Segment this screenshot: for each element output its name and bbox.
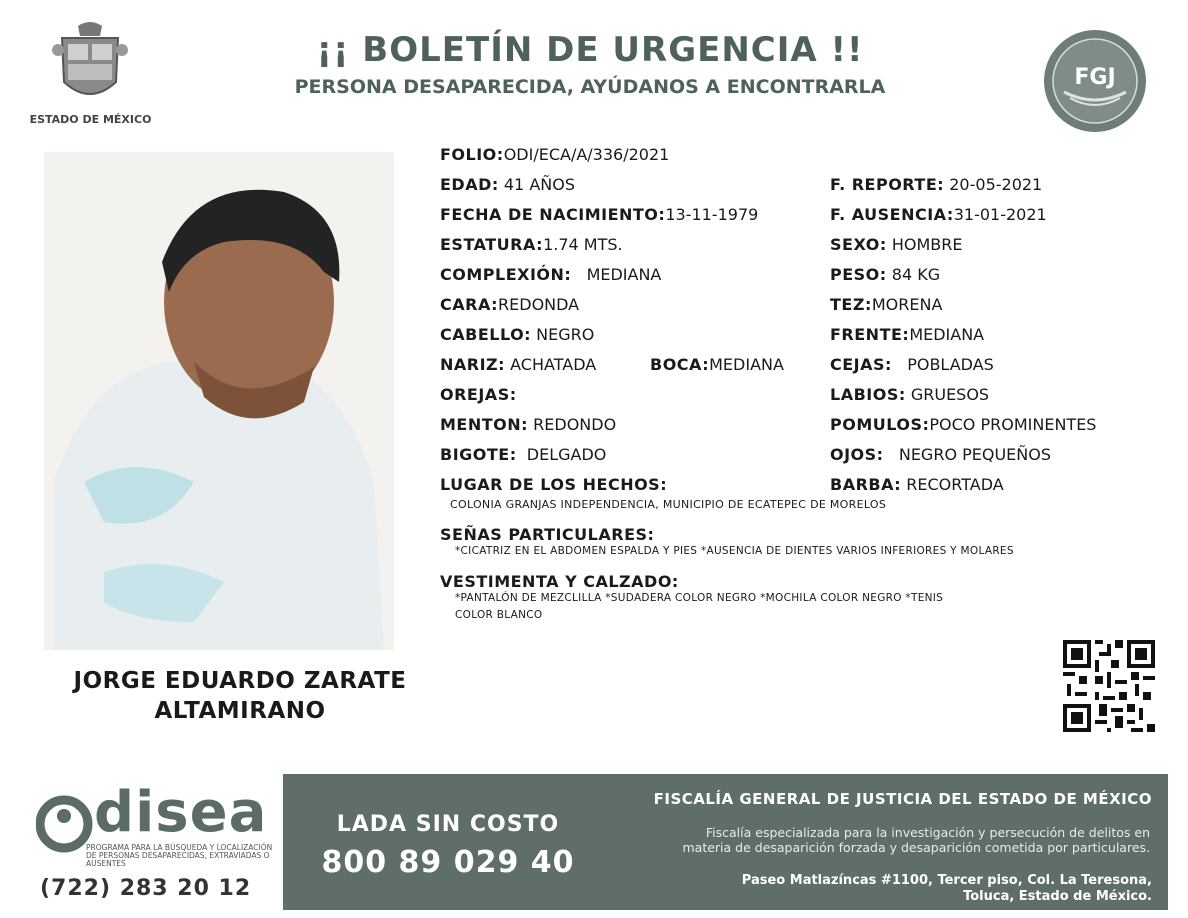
bulletin-subtitle: PERSONA DESAPARECIDA, AYÚDANOS A ENCONTRARLA: [294, 76, 886, 98]
person-name-line1: JORGE EDUARDO ZARATE: [73, 668, 407, 694]
field-tez: [830, 295, 942, 314]
field-folio: [440, 145, 669, 164]
field-peso: [830, 265, 940, 284]
field-barba-label: BARBA:: [830, 475, 902, 494]
field-folio-label: FOLIO:: [440, 145, 504, 164]
vestimenta-label: VESTIMENTA Y CALZADO:: [440, 572, 679, 591]
odisea-tagline-3: AUSENTES: [86, 859, 126, 868]
field-lugar-label: LUGAR DE LOS HECHOS:: [440, 475, 668, 494]
field-tez-label: TEZ:: [830, 295, 872, 314]
field-f-ausencia: [830, 205, 1047, 224]
field-nariz: [440, 355, 596, 374]
field-complexion: [440, 265, 661, 284]
field-bigote-value: DELGADO: [526, 445, 607, 464]
senas-label: SEÑAS PARTICULARES:: [440, 525, 655, 544]
fgj-seal-icon: [1042, 28, 1148, 134]
odisea-tagline-1: PROGRAMA PARA LA BÚSQUEDA Y LOCALIZACIÓN: [86, 843, 273, 852]
field-frente-label: FRENTE:: [830, 325, 910, 344]
fiscalia-desc-line1: Fiscalía especializada para la investigación y persecución de delitos en: [705, 825, 1150, 840]
field-cara-label: CARA:: [440, 295, 499, 314]
field-nariz-value: ACHATADA: [510, 355, 597, 374]
estado-de-mexico-crest-icon: [50, 20, 130, 110]
odisea-tagline: [86, 844, 272, 868]
address-line1: Paseo Matlazíncas #1100, Tercer piso, Col. La Teresona,: [741, 873, 1152, 888]
field-complexion-value: MEDIANA: [586, 265, 662, 284]
field-fecha-nacimiento-label: FECHA DE NACIMIENTO:: [440, 205, 666, 224]
field-boca: [650, 355, 784, 374]
field-sexo-value: HOMBRE: [891, 235, 963, 254]
qr-code-icon[interactable]: [1063, 640, 1155, 732]
field-edad-value: 41 AÑOS: [503, 175, 575, 194]
field-labios-label: LABIOS:: [830, 385, 906, 404]
field-peso-label: PESO:: [830, 265, 887, 284]
field-frente-value: MEDIANA: [909, 325, 985, 344]
field-menton-label: MENTON:: [440, 415, 529, 434]
field-labios-value: GRUESOS: [910, 385, 990, 404]
field-cabello-label: CABELLO:: [440, 325, 532, 344]
field-pomulos-value: POCO PROMINENTES: [929, 415, 1097, 434]
missing-person-photo: [44, 152, 394, 650]
person-name: [40, 666, 440, 726]
field-lugar: [440, 475, 667, 494]
vestimenta-line1: *PANTALÓN DE MEZCLILLA *SUDADERA COLOR NEGRO *MOCHILA COLOR NEGRO *TENIS: [455, 592, 944, 604]
field-f-ausencia-label: F. AUSENCIA:: [830, 205, 954, 224]
senas-value: *CICATRIZ EN EL ABDOMEN ESPALDA Y PIES *AUSENCIA DE DIENTES VARIOS INFERIORES Y MOLARES: [455, 545, 1014, 557]
field-ojos: [830, 445, 1051, 464]
field-edad: [440, 175, 575, 194]
field-nariz-label: NARIZ:: [440, 355, 506, 374]
field-complexion-label: COMPLEXIÓN:: [440, 265, 572, 284]
field-cejas-value: POBLADAS: [907, 355, 994, 374]
address-line2: Toluca, Estado de México.: [963, 889, 1152, 904]
field-cara: [440, 295, 579, 314]
field-orejas: [440, 385, 517, 404]
field-f-reporte: [830, 175, 1042, 194]
vestimenta-line2: COLOR BLANCO: [455, 609, 543, 621]
field-cejas: [830, 355, 994, 374]
field-barba-value: RECORTADA: [906, 475, 1004, 494]
field-estatura-label: ESTATURA:: [440, 235, 544, 254]
field-fecha-nacimiento-value: 13-11-1979: [665, 205, 759, 224]
field-labios: [830, 385, 989, 404]
bulletin-title: ¡¡ BOLETÍN DE URGENCIA !!: [316, 30, 864, 70]
field-cabello: [440, 325, 594, 344]
field-lugar-value: COLONIA GRANJAS INDEPENDENCIA, MUNICIPIO DE ECATEPEC DE MORELOS: [450, 498, 887, 511]
fiscalia-desc-line2: materia de desaparición forzada y desaparición cometida por particulares.: [682, 840, 1150, 855]
field-bigote-label: BIGOTE:: [440, 445, 517, 464]
field-cabello-value: NEGRO: [536, 325, 595, 344]
field-tez-value: MORENA: [871, 295, 943, 314]
odisea-tagline-2: DE PERSONAS DESAPARECIDAS, EXTRAVIADAS O: [86, 851, 270, 860]
svg-text:FGJ: FGJ: [1074, 65, 1116, 90]
lada-phone-number[interactable]: 800 89 029 40: [321, 845, 575, 880]
fiscalia-title: FISCALÍA GENERAL DE JUSTICIA DEL ESTADO DE MÉXICO: [653, 790, 1152, 808]
field-ojos-value: NEGRO PEQUEÑOS: [898, 445, 1052, 464]
field-menton: [440, 415, 616, 434]
field-orejas-label: OREJAS:: [440, 385, 517, 404]
odisea-phone[interactable]: (722) 283 20 12: [40, 876, 252, 901]
field-boca-value: MEDIANA: [709, 355, 784, 374]
field-boca-label: BOCA:: [650, 355, 710, 374]
odisea-wordmark: disea: [94, 780, 268, 845]
field-f-ausencia-value: 31-01-2021: [953, 205, 1047, 224]
field-cejas-label: CEJAS:: [830, 355, 892, 374]
field-fecha-nacimiento: [440, 205, 758, 224]
field-edad-label: EDAD:: [440, 175, 499, 194]
odisea-logo: [36, 780, 276, 868]
estado-de-mexico-label: ESTADO DE MÉXICO: [29, 113, 152, 126]
field-sexo-label: SEXO:: [830, 235, 887, 254]
field-sexo: [830, 235, 962, 254]
field-ojos-label: OJOS:: [830, 445, 884, 464]
lada-sin-costo-label: LADA SIN COSTO: [336, 812, 560, 837]
field-pomulos-label: POMULOS:: [830, 415, 930, 434]
field-f-reporte-value: 20-05-2021: [949, 175, 1043, 194]
field-cara-value: REDONDA: [498, 295, 580, 314]
field-barba: [830, 475, 1004, 494]
field-peso-value: 84 KG: [891, 265, 941, 284]
field-estatura-value: 1.74 MTS.: [543, 235, 623, 254]
field-pomulos: [830, 415, 1096, 434]
field-f-reporte-label: F. REPORTE:: [830, 175, 945, 194]
field-frente: [830, 325, 984, 344]
person-name-line2: ALTAMIRANO: [154, 698, 326, 724]
field-menton-value: REDONDO: [533, 415, 617, 434]
field-estatura: [440, 235, 623, 254]
field-folio-value: ODI/ECA/A/336/2021: [503, 145, 670, 164]
field-bigote: [440, 445, 606, 464]
